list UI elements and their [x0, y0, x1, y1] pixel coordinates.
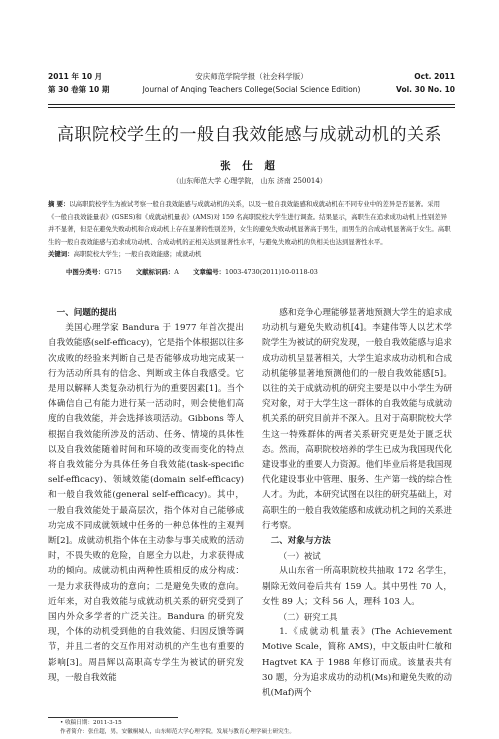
header-volume-en: Vol. 30 No. 10: [396, 85, 455, 94]
body-paragraph: 美国心理学家 Bandura 于 1977 年首次提出自我效能感(self-efficacy)，它是指个体根据以往多次成败的经验来判断自己是否能够成功地完成某一行为活动所具有的信念、判断或主体自我感受。它是用以解释人类复杂动机行为的重要因素[1]。当个体确信自己有能力进行某一活动时，则会使他们高度的自我效能，并会选择该项活动。Gibbons 等人根据自我效能所涉及的活动、任务、情境的具体性以及自我效能随着时间和环境的改变而变化的特点将自我效能分为具体任务自我效能(task-specific self-efficacy)、领域效能(domain self-efficacy)和一般自我效能(general self-efficacy)。其中，一般自我效能处于最高层次，指个体对自己能够成功完成不同成就领域中任务的一种总体性的主观判断[2]。成就动机指个体在主动参与事关成败的活动时，不畏失败的危险，自愿全力以赴，力求获得成功的倾向。成就动机由两种性质相反的成分构成：一是力求获得成功的意向；二是避免失败的意向。近年来，对自我效能与成就动机关系的研究受到了国内外众多学者的广泛关注。Bandura 的研究发现，个体的动机受到他的自我效能、归因反馈等调节，并且二者的交互作用对动机的产生也有重要的影响[3]。周昌辉以高职高专学生为被试的研究发现，一般自我效能: [48, 323, 244, 683]
article-no-value: 1003-4730(2011)10-0118-03: [225, 268, 318, 276]
author-affiliation: （山东师范大学 心理学院， 山东 济南 250014）: [172, 177, 327, 185]
footnote: [60, 719, 460, 737]
body-paragraph: 从山东省一所高职院校共抽取 172 名学生，剔除无效问卷后共有 159 人。其中男性 70 人，女性 89 人；文科 56 人，理科 103 人。: [262, 566, 452, 607]
body-paragraph: 1.《成就动机量表》(The Achievement Motive Scale，简称 AMS)，中文版由叶仁敏和 Hagtvet KA 于 1988 年修订而成。该量表共有 30 题，分为追求成功的动机(Ms)和避免失败的动机(Maf)两个: [262, 627, 452, 699]
header-volume: 第 30 卷第 10 期: [48, 85, 110, 94]
header-issue-info-en: [396, 70, 455, 96]
section-heading: 一、问题的提出: [56, 308, 117, 318]
header-date-en: Oct. 2011: [414, 72, 455, 81]
abstract-label: 摘 要：: [48, 200, 70, 208]
body-column-left: [48, 306, 244, 686]
paper-author: 张 仕 超: [220, 160, 279, 172]
author-bio: 作者简介：张仕超，男，安徽桐城人，山东师范大学心理学院，发展与教育心理学硕士研究生。: [60, 729, 295, 735]
body-paragraph: 感和竞争心理能够显著地预测大学生的追求成功动机与避免失败动机[4]。李建伟等人以艺术学院学生为被试的研究发现，一般自我效能感与追求成功动机呈显著相关，大学生追求成功动机和合成动机能够显著地预测他们的一般自我效能感[5]。以往的关于成就动机的研究主要是以中小学生为研究对象，对于大学生这一群体的自我效能与成就动机关系的研究目前并不深入。且对于高职院校大学生这一特殊群体的两者关系研究更是处于匮乏状态。然而，高职院校培养的学生已成为我国现代化建设事业的重要人力资源。他们毕业后将是我国现代化建设事业中管理、服务、生产第一线的综合性人才。为此，本研究试图在以往的研究基础上，对高职生的一般自我效能感和成就动机之间的关系进行考察。: [262, 308, 452, 531]
doc-code-label: 文献标识码：: [135, 268, 175, 276]
footnote-rule: [48, 717, 178, 718]
section-heading: 二、对象与方法: [270, 536, 331, 547]
running-header: [48, 70, 455, 108]
header-date: 2011 年 10 月: [48, 72, 103, 81]
abstract: [48, 198, 452, 261]
subsection-heading: （一）被试: [278, 551, 321, 562]
journal-name-en: Journal of Anqing Teachers College(Social Science Edition): [142, 85, 361, 94]
clc-label: 中图分类号：: [66, 268, 105, 276]
journal-name-cn: 安庆师范学院学报（社会科学版）: [195, 72, 308, 81]
abstract-text: 以高职院校学生为被试考察一般自我效能感与成就动机的关系，以及一般自我效能感和成就动机在不同专业中的差异是否显著。采用《一般自我效能量表》(GSES)和《成就动机量表》(AMS)对 159 名高职院校大学生进行调查。结果显示，高职生在追求成功动机上性别差异并不显著，但是在避免失败动机和合成动机上存在显著的性别差异，女生的避免失败动机显著高于男生，而男生的合成动机显著高于女生。高职生的一般自我效能感与追求成功动机、合成动机的正相关达到显著性水平，与避免失败动机的负相关也达到显著性水平。: [48, 200, 451, 246]
received-date-text: 收稿日期：2011-3-15: [65, 720, 122, 726]
header-rule-thin: [48, 107, 455, 108]
subsection-heading: （二）研究工具: [278, 612, 338, 623]
header-journal: [48, 70, 455, 96]
keywords-label: 关键词：: [48, 250, 74, 259]
received-date: • 收稿日期：2011-3-15: [60, 720, 122, 726]
doc-code-value: A: [174, 268, 179, 276]
article-no-label: 文章编号：: [193, 268, 226, 276]
clc-value: G715: [104, 268, 122, 276]
classification-line: [66, 266, 456, 278]
paper-title: 高职院校学生的一般自我效能感与成就动机的关系: [57, 125, 442, 145]
body-column-right: [262, 306, 452, 701]
header-rule-thick: [48, 104, 455, 105]
keywords-text: 高职院校大学生；一般自我效能感；成就动机: [73, 250, 202, 259]
